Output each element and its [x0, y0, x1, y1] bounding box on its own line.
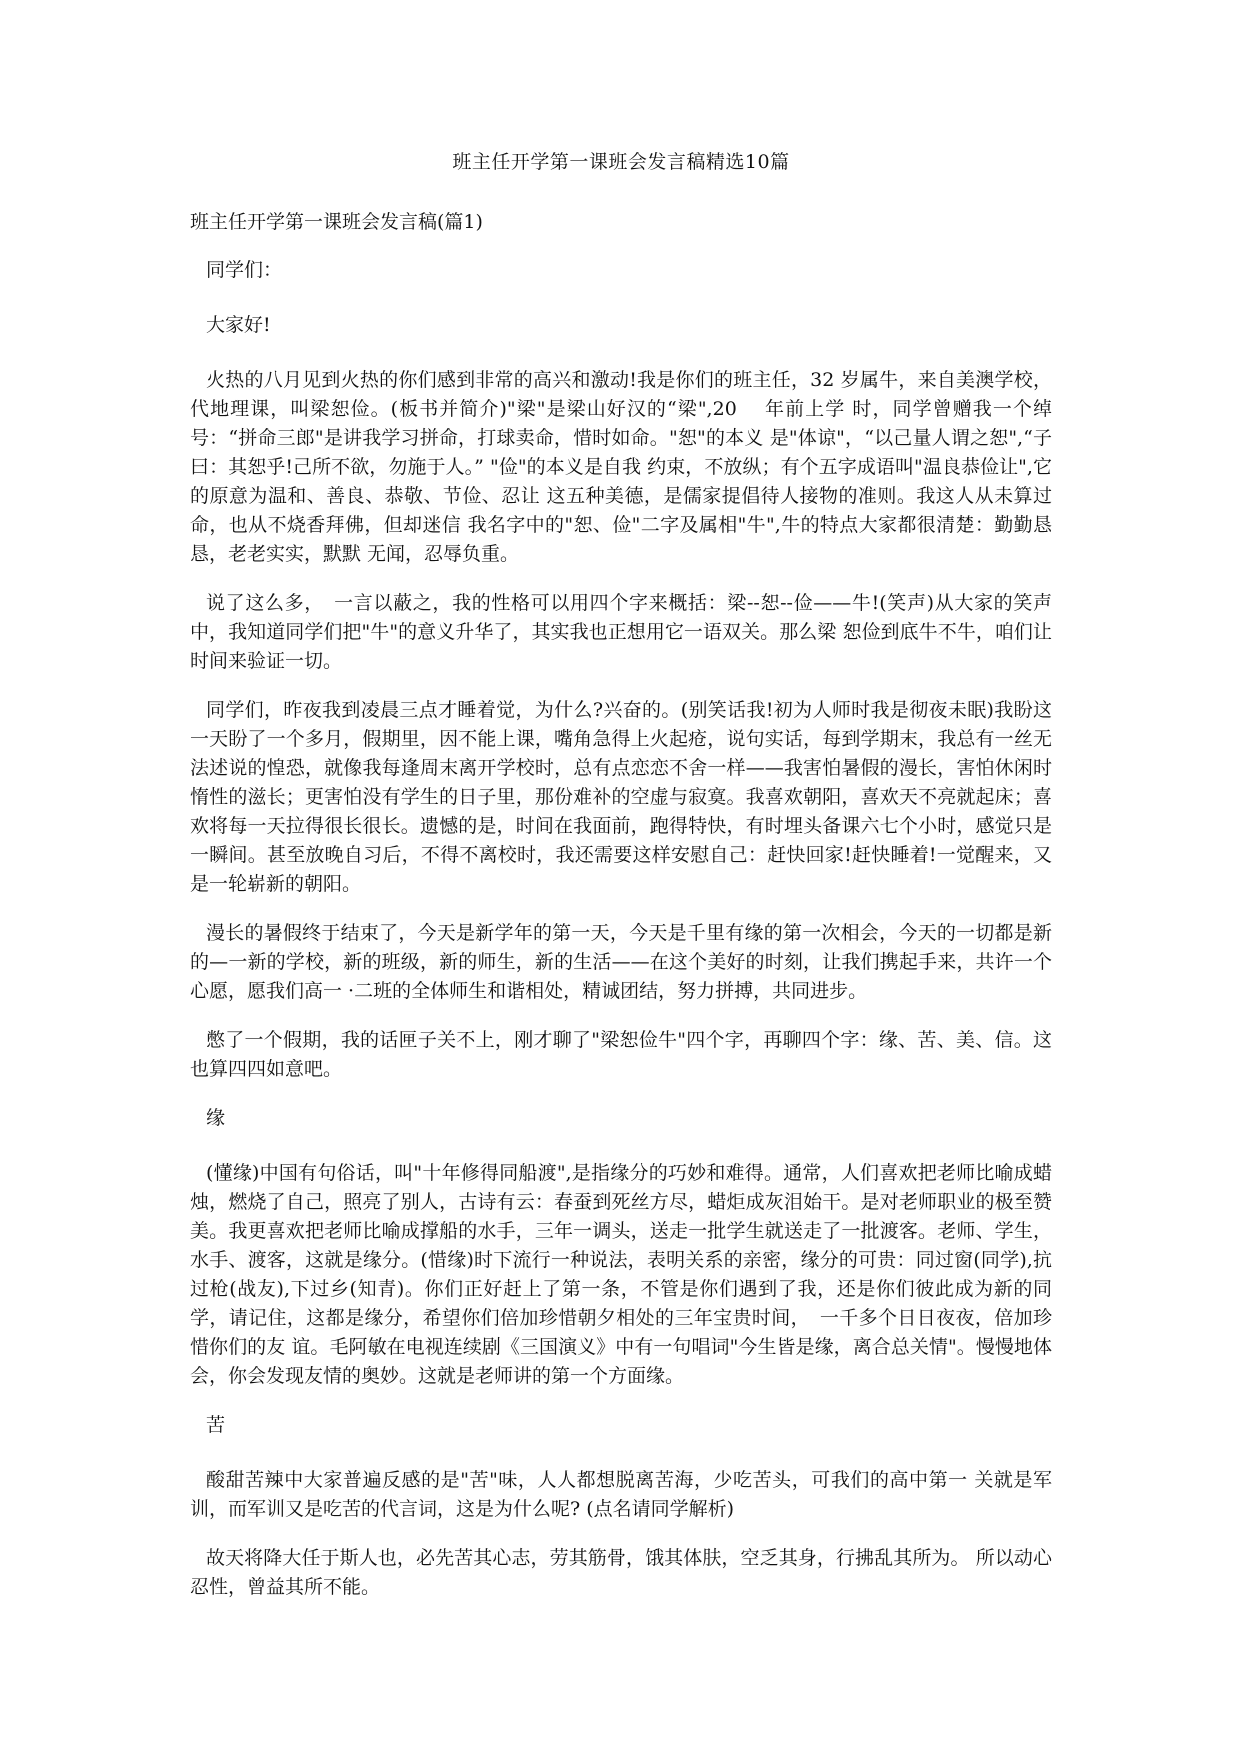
- greeting: 大家好!: [206, 314, 271, 336]
- paragraph-new-term: 漫长的暑假终于结束了，今天是新学年的第一天，今天是千里有缘的第一次相会，今天的一切都是新的—一新的学校，新的班级，新的师生，新的生活——在这个美好的时刻，让我们携起手来，共许一个心愿，愿我们高一 ·二班的全体师生和谐相处，精诚团结，努力拼搏，共同进步。: [190, 922, 1052, 1002]
- paragraph-last-night: 同学们，昨夜我到凌晨三点才睡着觉，为什么?兴奋的。(别笑话我!初为人师时我是彻夜未眠)我盼这一天盼了一个多月，假期里，因不能上课，嘴角急得上火起疮，说句实话，每到学期末，我总有一丝无法述说的惶恐，就像我每逢周末离开学校时，总有点恋恋不舍一样——我害怕暑假的漫长，害怕休闲时惰性的滋长；更害怕没有学生的日子里，那份难补的空虚与寂寞。我喜欢朝阳，喜欢天不亮就起床；喜欢将每一天拉得很长很长。遗憾的是，时间在我面前，跑得特快，有时埋头备课六七个小时，感觉只是一瞬间。甚至放晚自习后，不得不离校时，我还需要这样安慰自己：赶快回家!赶快睡着!一觉醒来，又是一轮崭新的朝阳。: [190, 699, 1052, 895]
- paragraph-four-words: 憋了一个假期，我的话匣子关不上，刚才聊了"梁恕俭牛"四个字，再聊四个字：缘、苦、美、信。这也算四四如意吧。: [190, 1029, 1052, 1080]
- subheading-yuan: 缘: [206, 1107, 226, 1129]
- paragraph-quote: 故天将降大任于斯人也，必先苦其心志，劳其筋骨，饿其体肤，空乏其身，行拂乱其所为。 所以动心忍性，曾益其所不能。: [190, 1547, 1052, 1598]
- subheading-ku: 苦: [206, 1414, 226, 1436]
- salutation: 同学们：: [206, 259, 283, 281]
- paragraph-intro: 火热的八月见到火热的你们感到非常的高兴和激动!我是你们的班主任，32 岁属牛，来自美澳学校，代地理课，叫梁恕俭。(板书并简介)"梁"是梁山好汉的“梁",20 年前上学 时，同学曾赠我一个绰号：“拼命三郎"是讲我学习拼命，打球卖命，惜时如命。"恕"的本义 是"体谅"，“以己量人谓之恕",“子曰：其恕乎!己所不欲，勿施于人。” "俭"的本义是自我 约束，不放纵；有个五字成语叫"温良恭俭让",它的原意为温和、善良、恭敬、节俭、忍让 这五种美德，是儒家提倡待人接物的准则。我这人从未算过命，也从不烧香拜佛，但却迷信 我名字中的"恕、俭"二字及属相"牛",牛的特点大家都很清楚：勤勤恳恳，老老实实，默默 无闻，忍辱负重。: [190, 369, 1052, 565]
- paragraph-yuan: (懂缘)中国有句俗话，叫"十年修得同船渡",是指缘分的巧妙和难得。通常，人们喜欢把老师比喻成蜡烛，燃烧了自己，照亮了别人，古诗有云：春蚕到死丝方尽，蜡炬成灰泪始干。是对老师职业的极至赞美。我更喜欢把老师比喻成撑船的水手，三年一调头，送走一批学生就送走了一批渡客。老师、学生，水手、渡客，这就是缘分。(惜缘)时下流行一种说法，表明关系的亲密，缘分的可贵：同过窗(同学),抗过枪(战友),下过乡(知青)。你们正好赶上了第一条，不管是你们遇到了我，还是你们彼此成为新的同学，请记住，这都是缘分，希望你们倍加珍惜朝夕相处的三年宝贵时间， 一千多个日日夜夜，倍加珍惜你们的友 谊。毛阿敏在电视连续剧《三国演义》中有一句唱词"今生皆是缘，离合总关情"。慢慢地体 会，你会发现友情的奥妙。这就是老师讲的第一个方面缘。: [190, 1162, 1052, 1387]
- document-page: [190, 148, 1052, 1622]
- document-title: 班主任开学第一课班会发言稿精选10篇: [452, 151, 790, 173]
- section-heading: 班主任开学第一课班会发言稿(篇1): [190, 211, 483, 233]
- paragraph-summary: 说了这么多， 一言以蔽之，我的性格可以用四个字来概括：梁--恕--俭——牛!(笑声)从大家的笑声中，我知道同学们把"牛"的意义升华了，其实我也正想用它一语双关。那么梁 恕俭到底牛不牛，咱们让时间来验证一切。: [190, 592, 1052, 672]
- paragraph-ku: 酸甜苦辣中大家普遍反感的是"苦"味，人人都想脱离苦海，少吃苦头，可我们的高中第一 关就是军训，而军训又是吃苦的代言词，这是为什么呢? (点名请同学解析): [190, 1469, 1052, 1520]
